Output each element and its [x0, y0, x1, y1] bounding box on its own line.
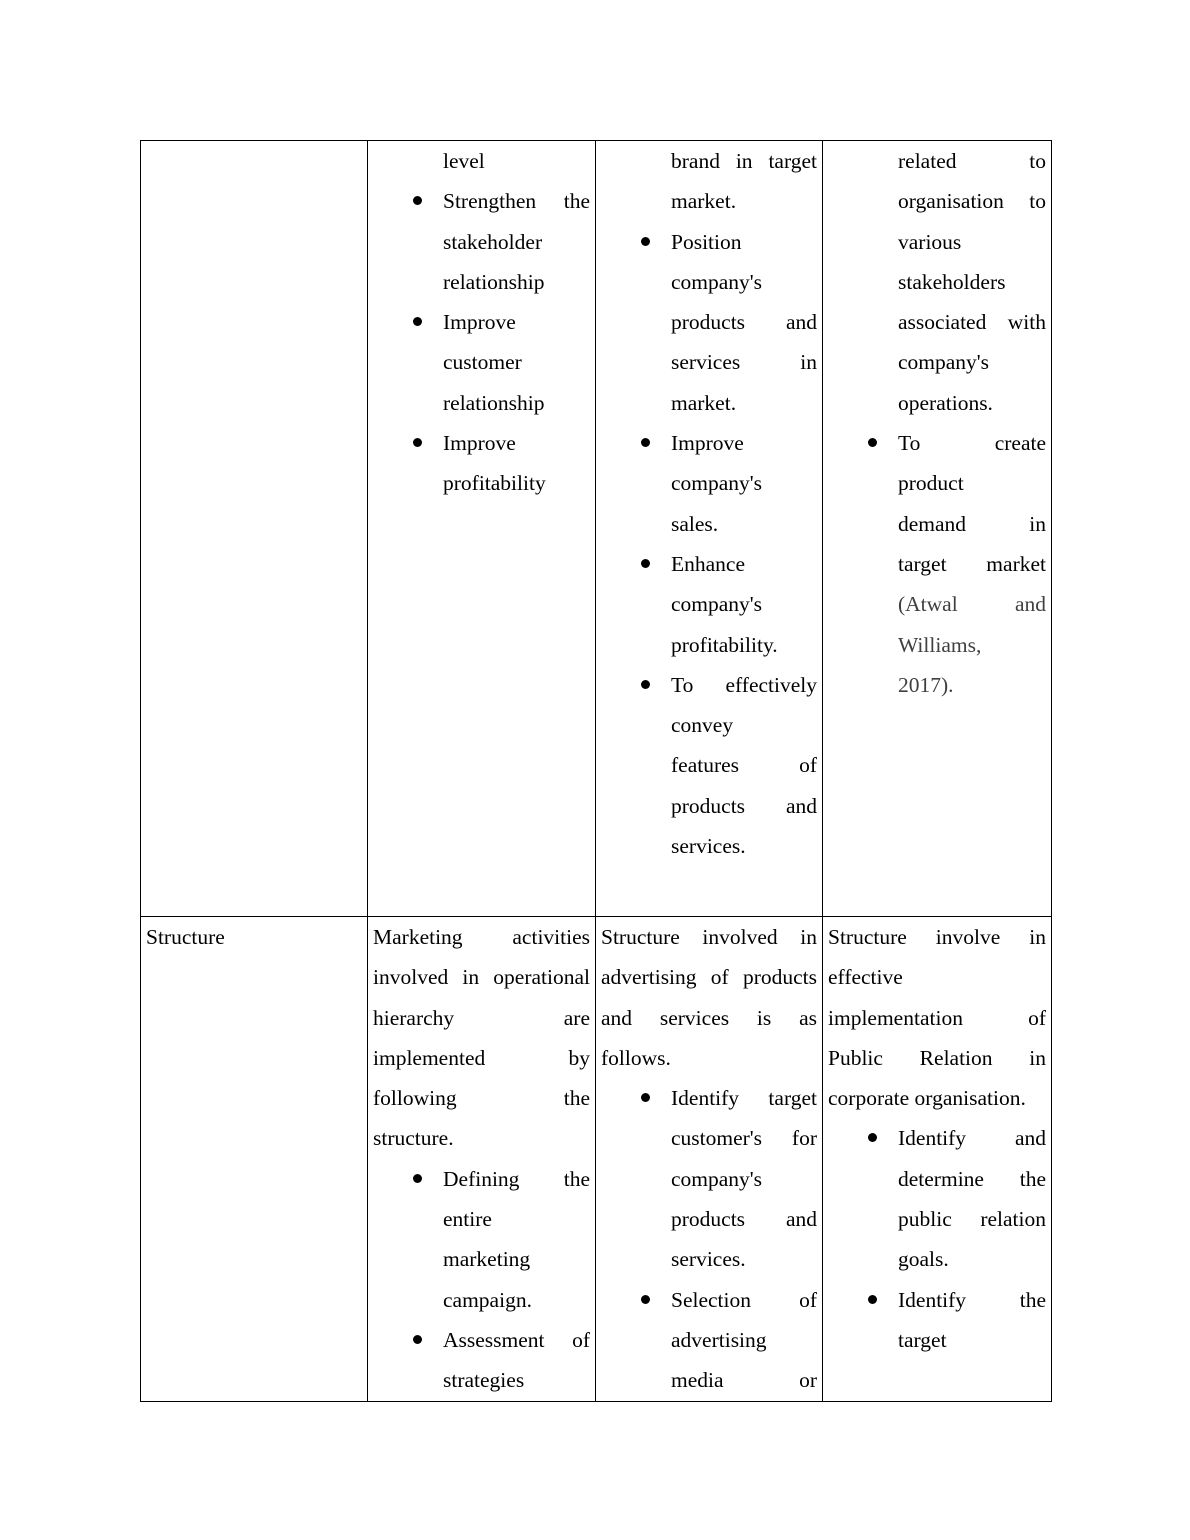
table-row-structure [141, 917, 1052, 1402]
table-row-objectives-continued [141, 141, 1052, 917]
citation: (Atwal and Williams, 2017). [898, 592, 1046, 697]
list-item: Identify target customer's for company's products and services. [601, 1078, 817, 1279]
list-item: Strengthen the stakeholder relationship [373, 181, 590, 302]
list-item: Improve profitability [373, 423, 590, 504]
list-item: Assessment of strategies [373, 1320, 590, 1401]
list-item: Improve customer relationship [373, 302, 590, 423]
row-label-structure: Structure [141, 917, 368, 1402]
continuation-text: related to organisation to various stakeholders associated with company's operations. [898, 149, 1046, 415]
bullet-list [828, 1118, 1046, 1360]
list-item: Identify the target [828, 1280, 1046, 1361]
row2-col2-cell [368, 917, 596, 1402]
continuation-text: level [443, 149, 485, 173]
row1-label-cell [141, 141, 368, 917]
row2-col3-cell [596, 917, 823, 1402]
row1-col4-cell [823, 141, 1052, 917]
bullet-list [601, 222, 817, 867]
list-item: Position company's products and services in market. [601, 222, 817, 423]
bullet-list [828, 423, 1046, 705]
bullet-list [373, 181, 590, 503]
bullet-list [373, 1159, 590, 1401]
intro-text: Structure involved in advertising of products and services is as follows. [601, 925, 817, 1070]
list-item: Improve company's sales. [601, 423, 817, 544]
intro-text: Structure involve in effective implementation of Public Relation in corporate organisation. [828, 925, 1046, 1111]
intro-text: Marketing activities involved in operational hierarchy are implemented by following the structure. [373, 925, 590, 1151]
list-item: Enhance company's profitability. [601, 544, 817, 665]
list-item: To create product demand in target market (Atwal and Williams, 2017). [828, 423, 1046, 705]
comparison-table [140, 140, 1052, 1402]
row1-col3-cell [596, 141, 823, 917]
list-item: Selection of advertising media or [601, 1280, 817, 1401]
row1-col2-cell [368, 141, 596, 917]
list-item: To effectively convey features of products and services. [601, 665, 817, 866]
continuation-text: brand in target market. [671, 149, 817, 214]
row2-col4-cell [823, 917, 1052, 1402]
list-item: Defining the entire marketing campaign. [373, 1159, 590, 1320]
list-item: Identify and determine the public relation goals. [828, 1118, 1046, 1279]
bullet-list [601, 1078, 817, 1400]
